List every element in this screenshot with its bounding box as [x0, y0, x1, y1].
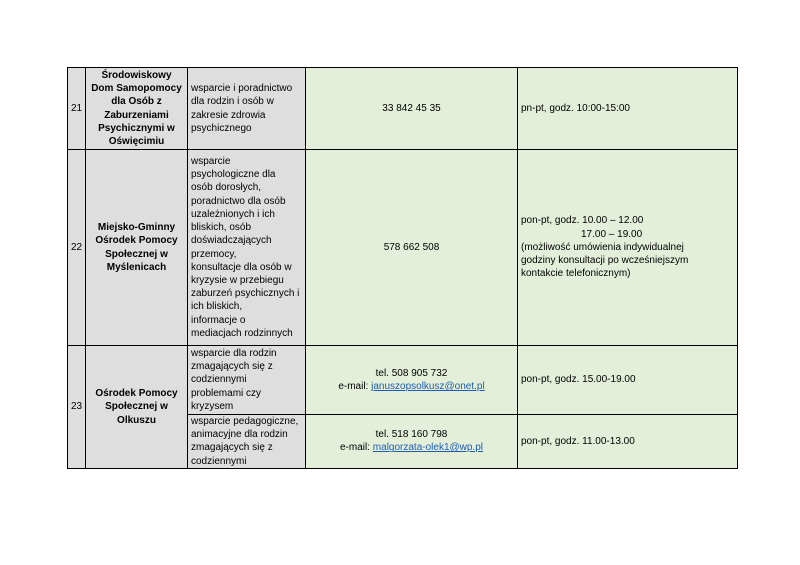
institution-name: Środowiskowy Dom Samopomocy dla Osób z Zaburzeniami Psychicznymi w Oświęcimiu: [86, 68, 188, 150]
row-number: 23: [68, 346, 86, 469]
row-number: 22: [68, 150, 86, 346]
opening-hours: pon-pt, godz. 11.00-13.00: [518, 415, 738, 469]
contact-phone: 578 662 508: [306, 150, 518, 346]
opening-hours: pn-pt, godz. 10:00-15:00: [518, 68, 738, 150]
email-label: e-mail:: [338, 381, 372, 392]
contact-details: [306, 415, 518, 469]
table-row: [68, 150, 738, 346]
email-link[interactable]: malgorzata-olek1@wp.pl: [372, 442, 483, 454]
opening-hours: pon-pt, godz. 10.00 – 12.00 17.00 – 19.00 (możliwość umówienia indywidualnej godziny konsultacji po wcześniejszym kontakcie telefonicznym): [518, 150, 738, 346]
email-link[interactable]: januszopsolkusz@onet.pl: [371, 381, 485, 392]
contact-phone: tel. 508 905 732: [375, 367, 448, 379]
institution-name: Miejsko-Gminny Ośrodek Pomocy Społecznej w Myślenicach: [86, 150, 188, 346]
support-description: wsparcie pedagogiczne, animacyjne dla rodzin zmagających się z codziennymi: [188, 415, 306, 469]
row-number: 21: [68, 68, 86, 150]
table-row: [68, 68, 738, 150]
contact-phone: 33 842 45 35: [306, 68, 518, 150]
institution-name: Ośrodek Pomocy Społecznej w Olkuszu: [86, 346, 188, 469]
support-description: wsparcie dla rodzin zmagających się z codziennymi problemami czy kryzysem: [188, 346, 306, 415]
opening-hours: pon-pt, godz. 15.00-19.00: [518, 346, 738, 415]
support-description: wsparcie i poradnictwo dla rodzin i osób w zakresie zdrowia psychicznego: [188, 68, 306, 150]
table-row: [68, 346, 738, 415]
contact-details: [306, 346, 518, 415]
contact-phone: tel. 518 160 798: [375, 429, 448, 441]
support-description: wsparcie psychologiczne dla osób dorosłych, poradnictwo dla osób uzależnionych i ich bliskich, osób doświadczających przemocy, konsultacje dla osób w kryzysie w przebiegu zaburzeń psychicznych i ich bliskich, informacje o mediacjach rodzinnych: [188, 150, 306, 346]
email-label: e-mail:: [340, 442, 373, 454]
institutions-table: [67, 67, 738, 469]
